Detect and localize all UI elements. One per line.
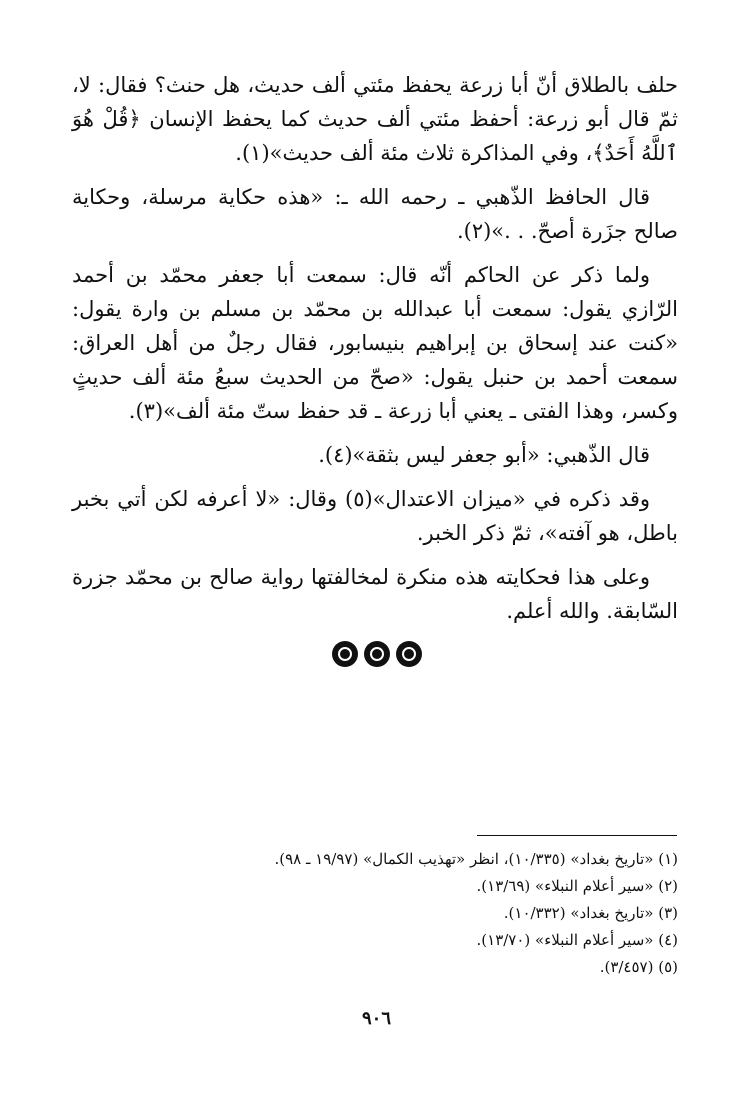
paragraph: وعلى هذا فحكايته هذه منكرة لمخالفتها رواية صالح بن محمّد جزرة السّابقة. والله أعلم. <box>72 565 678 623</box>
footnote: (٢) «سير أعلام النبلاء» (١٣/٦٩). <box>476 877 678 895</box>
rosette-ornament-icon <box>396 641 422 667</box>
footnote: (٤) «سير أعلام النبلاء» (١٣/٧٠). <box>476 931 678 949</box>
rosette-ornament-icon <box>364 641 390 667</box>
paragraph: وقد ذكره في «ميزان الاعتدال»(٥) وقال: «لا أعرفه لكن أتي بخبر باطل، هو آفته»، ثمّ ذكر الخبر. <box>72 487 678 545</box>
rosette-ornament-icon <box>332 641 358 667</box>
footnotes <box>150 846 678 981</box>
page-number: ٩٠٦ <box>361 1008 391 1029</box>
section-divider <box>0 641 753 674</box>
paragraph: قال الذّهبي: «أبو جعفر ليس بثقة»(٤). <box>318 443 650 467</box>
paragraph: قال الحافظ الذّهبي ـ رحمه الله ـ: «هذه حكاية مرسلة، وحكاية صالح جزَرة أصحّ. . .»(٢). <box>72 185 678 243</box>
paragraph: حلف بالطلاق أنّ أبا زرعة يحفظ مئتي ألف حديث، هل حنث؟ فقال: لا، ثمّ قال أبو زرعة: أحفظ مئتي ألف حديث كما يحفظ الإنسان ﴿قُلْ هُوَ ٱللَّهُ أَحَدٌ﴾، وفي المذاكرة ثلاث مئة ألف حديث»(١). <box>72 73 678 165</box>
footnote-separator <box>477 835 677 836</box>
footnote: (٣) «تاريخ بغداد» (١٠/٣٣٢). <box>503 904 678 922</box>
footnote: (٥) (٣/٤٥٧). <box>599 958 678 976</box>
footnote: (١) «تاريخ بغداد» (١٠/٣٣٥)، انظر «تهذيب الكمال» (١٩/٩٧ ـ ٩٨). <box>274 850 678 868</box>
main-text <box>72 68 678 638</box>
paragraph: ولما ذكر عن الحاكم أنّه قال: سمعت أبا جعفر محمّد بن أحمد الرّازي يقول: سمعت أبا عبدالله بن محمّد بن مسلم بن وارة يقول: «كنت عند إسحاق بن إبراهيم بنيسابور، فقال رجلٌ من أهل العراق: سمعت أحمد بن حنبل يقول: «صحّ من الحديث سبعُ مئة ألف حديثٍ وكسر، وهذا الفتى ـ يعني أبا زرعة ـ قد حفظ ستّ مئة ألف»(٣). <box>72 263 678 423</box>
